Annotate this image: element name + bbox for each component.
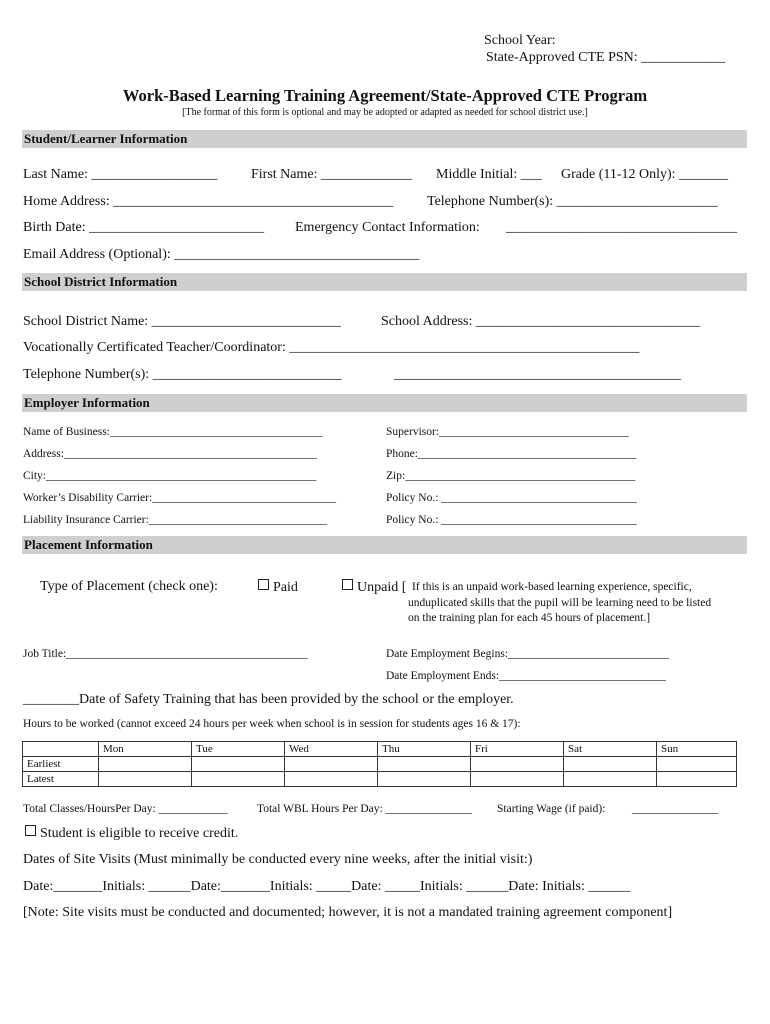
site-visits-label: Dates of Site Visits (Must minimally be conducted every nine weeks, after the initial visit:) xyxy=(23,852,533,867)
table-cell[interactable] xyxy=(657,757,737,772)
table-cell[interactable] xyxy=(657,772,737,787)
unpaid-note-line2: unduplicated skills that the pupil will be learning need to be listed xyxy=(408,597,712,609)
table-cell[interactable] xyxy=(564,757,657,772)
city-field[interactable]: City:_______________________________________________ xyxy=(23,470,317,482)
email-field[interactable]: Email Address (Optional): ___________________________________ xyxy=(23,247,420,262)
day-header-sat: Sat xyxy=(564,742,657,757)
school-address-field[interactable]: School Address: ________________________________ xyxy=(381,314,700,329)
table-row xyxy=(23,757,737,772)
table-cell[interactable] xyxy=(285,757,378,772)
date-begins-field[interactable]: Date Employment Begins:____________________________ xyxy=(386,648,670,660)
business-name-field[interactable]: Name of Business:_____________________________________ xyxy=(23,426,323,438)
table-cell[interactable] xyxy=(192,757,285,772)
safety-training-field[interactable]: ________Date of Safety Training that has been provided by the school or the employer. xyxy=(23,692,514,707)
liability-carrier-field[interactable]: Liability Insurance Carrier:_______________________________ xyxy=(23,514,328,526)
hours-note: Hours to be worked (cannot exceed 24 hours per week when school is in session for students ages 16 & 17): xyxy=(23,718,521,730)
paid-checkbox[interactable] xyxy=(258,579,298,596)
table-cell[interactable] xyxy=(471,757,564,772)
table-row xyxy=(23,772,737,787)
supervisor-field[interactable]: Supervisor:_________________________________ xyxy=(386,426,629,438)
middle-initial-field[interactable]: Middle Initial: ___ xyxy=(436,167,542,182)
grade-field[interactable]: Grade (11-12 Only): _______ xyxy=(561,167,729,182)
table-cell[interactable] xyxy=(192,772,285,787)
unpaid-label: Unpaid [ xyxy=(357,580,407,595)
date-ends-field[interactable]: Date Employment Ends:_____________________________ xyxy=(386,670,666,682)
table-cell[interactable] xyxy=(99,772,192,787)
total-wbl-field[interactable]: Total WBL Hours Per Day: _______________ xyxy=(257,803,472,815)
last-name-field[interactable]: Last Name: __________________ xyxy=(23,167,218,182)
row-label-latest: Latest xyxy=(23,772,99,787)
employer-heading: Employer Information xyxy=(24,395,150,410)
district-name-field[interactable]: School District Name: ___________________________ xyxy=(23,314,341,329)
placement-type-label: Type of Placement (check one): xyxy=(40,579,218,594)
student-heading: Student/Learner Information xyxy=(24,131,188,146)
table-cell[interactable] xyxy=(378,772,471,787)
table-row xyxy=(23,742,737,757)
disability-carrier-field[interactable]: Worker’s Disability Carrier:________________________________ xyxy=(23,492,337,504)
credit-checkbox-box[interactable] xyxy=(25,825,36,836)
first-name-field[interactable]: First Name: _____________ xyxy=(251,167,412,182)
starting-wage-field[interactable]: _______________ xyxy=(632,803,719,815)
telephone-field[interactable]: Telephone Number(s): _______________________ xyxy=(427,194,718,209)
unpaid-note-line1: If this is an unpaid work-based learning experience, specific, xyxy=(412,581,692,593)
day-header-thu: Thu xyxy=(378,742,471,757)
page-title: Work-Based Learning Training Agreement/State-Approved CTE Program xyxy=(122,86,648,105)
page-subtitle: [The format of this form is optional and may be adopted or adapted as needed for school district use.] xyxy=(182,107,588,118)
paid-label: Paid xyxy=(273,580,298,595)
site-visit-dates-field[interactable]: Date:_______Initials: ______Date:_______Initials: _____Date: _____Initials: ______Date: Initials: ______ xyxy=(23,879,631,894)
table-cell[interactable] xyxy=(99,757,192,772)
table-corner-cell xyxy=(23,742,99,757)
job-title-field[interactable]: Job Title:__________________________________________ xyxy=(23,648,308,660)
employer-phone-field[interactable]: Phone:______________________________________ xyxy=(386,448,637,460)
table-cell[interactable] xyxy=(378,757,471,772)
day-header-tue: Tue xyxy=(192,742,285,757)
day-header-wed: Wed xyxy=(285,742,378,757)
row-label-earliest: Earliest xyxy=(23,757,99,772)
paid-checkbox-box[interactable] xyxy=(258,579,269,590)
student-section-header xyxy=(22,130,747,148)
district-telephone-field[interactable]: Telephone Number(s): ___________________________ xyxy=(23,367,342,382)
credit-checkbox[interactable] xyxy=(25,825,238,842)
hours-schedule-table xyxy=(22,741,737,787)
day-header-mon: Mon xyxy=(99,742,192,757)
site-visit-note: [Note: Site visits must be conducted and documented; however, it is not a mandated training agreement component] xyxy=(23,905,673,920)
home-address-field[interactable]: Home Address: ________________________________________ xyxy=(23,194,394,209)
unpaid-checkbox-box[interactable] xyxy=(342,579,353,590)
placement-section-header xyxy=(22,536,747,554)
day-header-fri: Fri xyxy=(471,742,564,757)
placement-heading: Placement Information xyxy=(24,537,153,552)
psn-field[interactable]: State-Approved CTE PSN: ____________ xyxy=(486,50,726,65)
employer-section-header xyxy=(22,394,747,412)
birth-date-field[interactable]: Birth Date: _________________________ xyxy=(23,220,265,235)
district-heading: School District Information xyxy=(24,274,178,289)
total-classes-field[interactable]: Total Classes/HoursPer Day: ____________ xyxy=(23,803,228,815)
policy-no-2-field[interactable]: Policy No.: __________________________________ xyxy=(386,514,637,526)
starting-wage-label: Starting Wage (if paid): xyxy=(497,803,606,815)
emergency-contact-field[interactable]: _________________________________ xyxy=(506,220,737,235)
district-extra-field[interactable]: _________________________________________ xyxy=(394,367,681,382)
day-header-sun: Sun xyxy=(657,742,737,757)
district-section-header xyxy=(22,273,747,291)
table-cell[interactable] xyxy=(285,772,378,787)
emergency-contact-label: Emergency Contact Information: xyxy=(295,220,480,235)
table-cell[interactable] xyxy=(471,772,564,787)
table-cell[interactable] xyxy=(564,772,657,787)
unpaid-note-line3: on the training plan for each 45 hours of placement.] xyxy=(408,612,651,624)
employer-address-field[interactable]: Address:____________________________________________ xyxy=(23,448,317,460)
teacher-coordinator-field[interactable]: Vocationally Certificated Teacher/Coordinator: __________________________________________________ xyxy=(23,340,640,355)
policy-no-1-field[interactable]: Policy No.: __________________________________ xyxy=(386,492,637,504)
zip-field[interactable]: Zip:________________________________________ xyxy=(386,470,636,482)
credit-label: Student is eligible to receive credit. xyxy=(40,826,239,841)
school-year-field[interactable]: School Year: xyxy=(484,33,556,48)
unpaid-checkbox[interactable] xyxy=(342,579,406,596)
